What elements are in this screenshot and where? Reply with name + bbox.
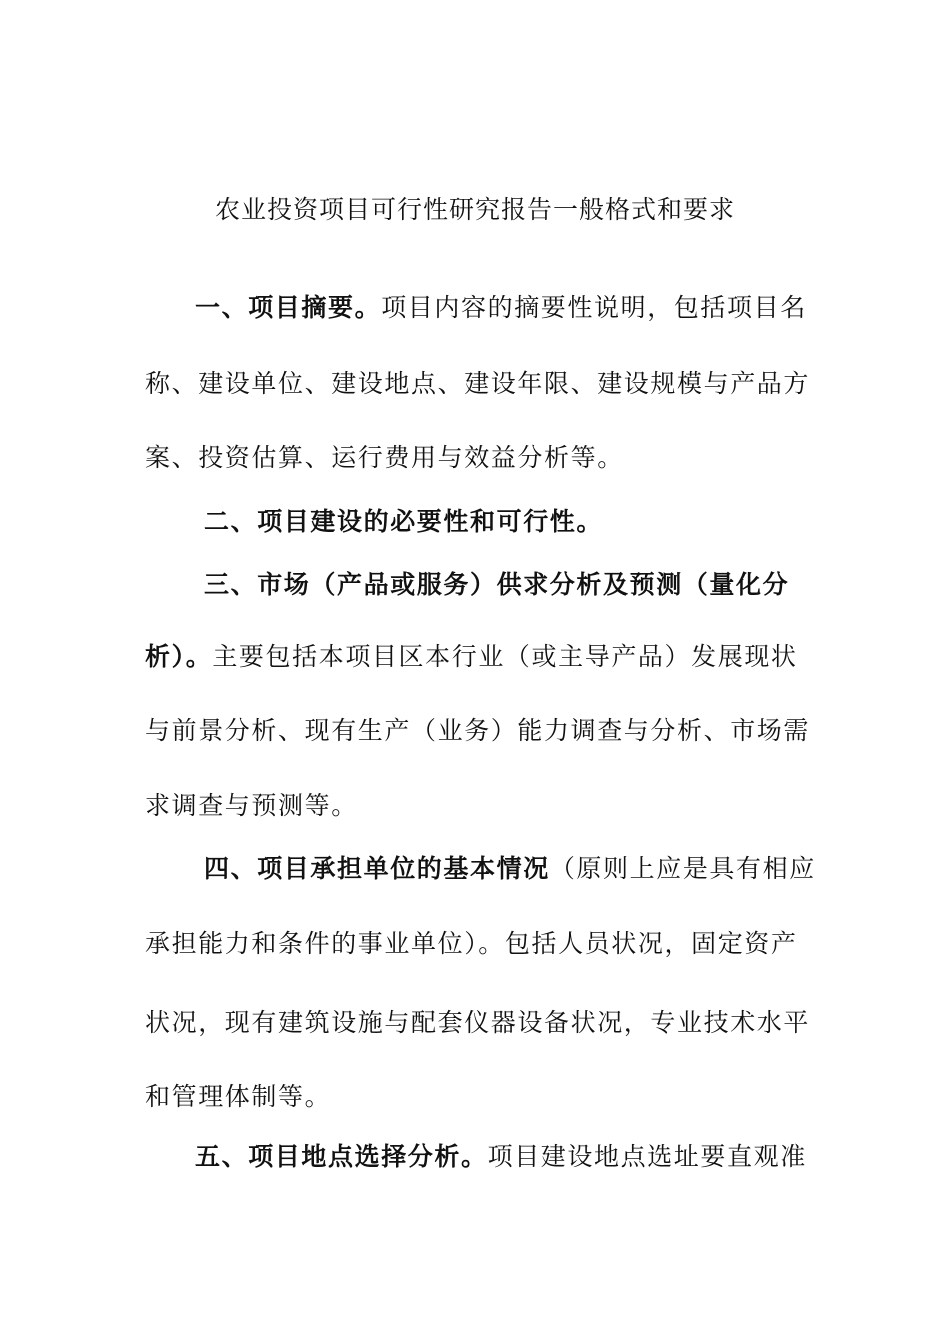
section-heading: 二、项目建设的必要性和可行性。 xyxy=(204,507,604,536)
paragraph-line: 承担能力和条件的事业单位）。包括人员状况，固定资产 xyxy=(145,929,798,958)
paragraph-line xyxy=(145,637,798,677)
section-heading: 三、市场（产品或服务）供求分析及预测（量化分 xyxy=(204,570,790,599)
paragraph-line xyxy=(195,1137,807,1177)
paragraph-line xyxy=(195,288,807,328)
paragraph-line: 称、建设单位、建设地点、建设年限、建设规模与产品方 xyxy=(145,369,811,398)
section-heading: 四、项目承担单位的基本情况 xyxy=(204,854,550,883)
section-text: 主要包括本项目区本行业（或主导产品）发展现状 xyxy=(212,642,798,671)
section-text: （原则上应是具有相应 xyxy=(549,854,816,883)
paragraph-line: 状况，现有建筑设施与配套仪器设备状况，专业技术水平 xyxy=(145,1008,811,1037)
paragraph-line xyxy=(204,849,816,889)
section-text: 项目建设地点选址要直观准 xyxy=(487,1142,807,1171)
paragraph-line: 案、投资估算、运行费用与效益分析等。 xyxy=(145,443,624,472)
section-heading: 一、项目摘要。 xyxy=(195,293,382,322)
paragraph-line: 与前景分析、现有生产（业务）能力调查与分析、市场需 xyxy=(145,716,811,745)
paragraph-line: 求调查与预测等。 xyxy=(145,791,358,820)
paragraph-line: 和管理体制等。 xyxy=(145,1082,332,1111)
document-title: 农业投资项目可行性研究报告一般格式和要求 xyxy=(214,195,735,224)
section-heading: 析）。 xyxy=(145,642,213,671)
section-text: 项目内容的摘要性说明，包括项目名 xyxy=(381,293,807,322)
section-heading: 五、项目地点选择分析。 xyxy=(195,1142,488,1171)
